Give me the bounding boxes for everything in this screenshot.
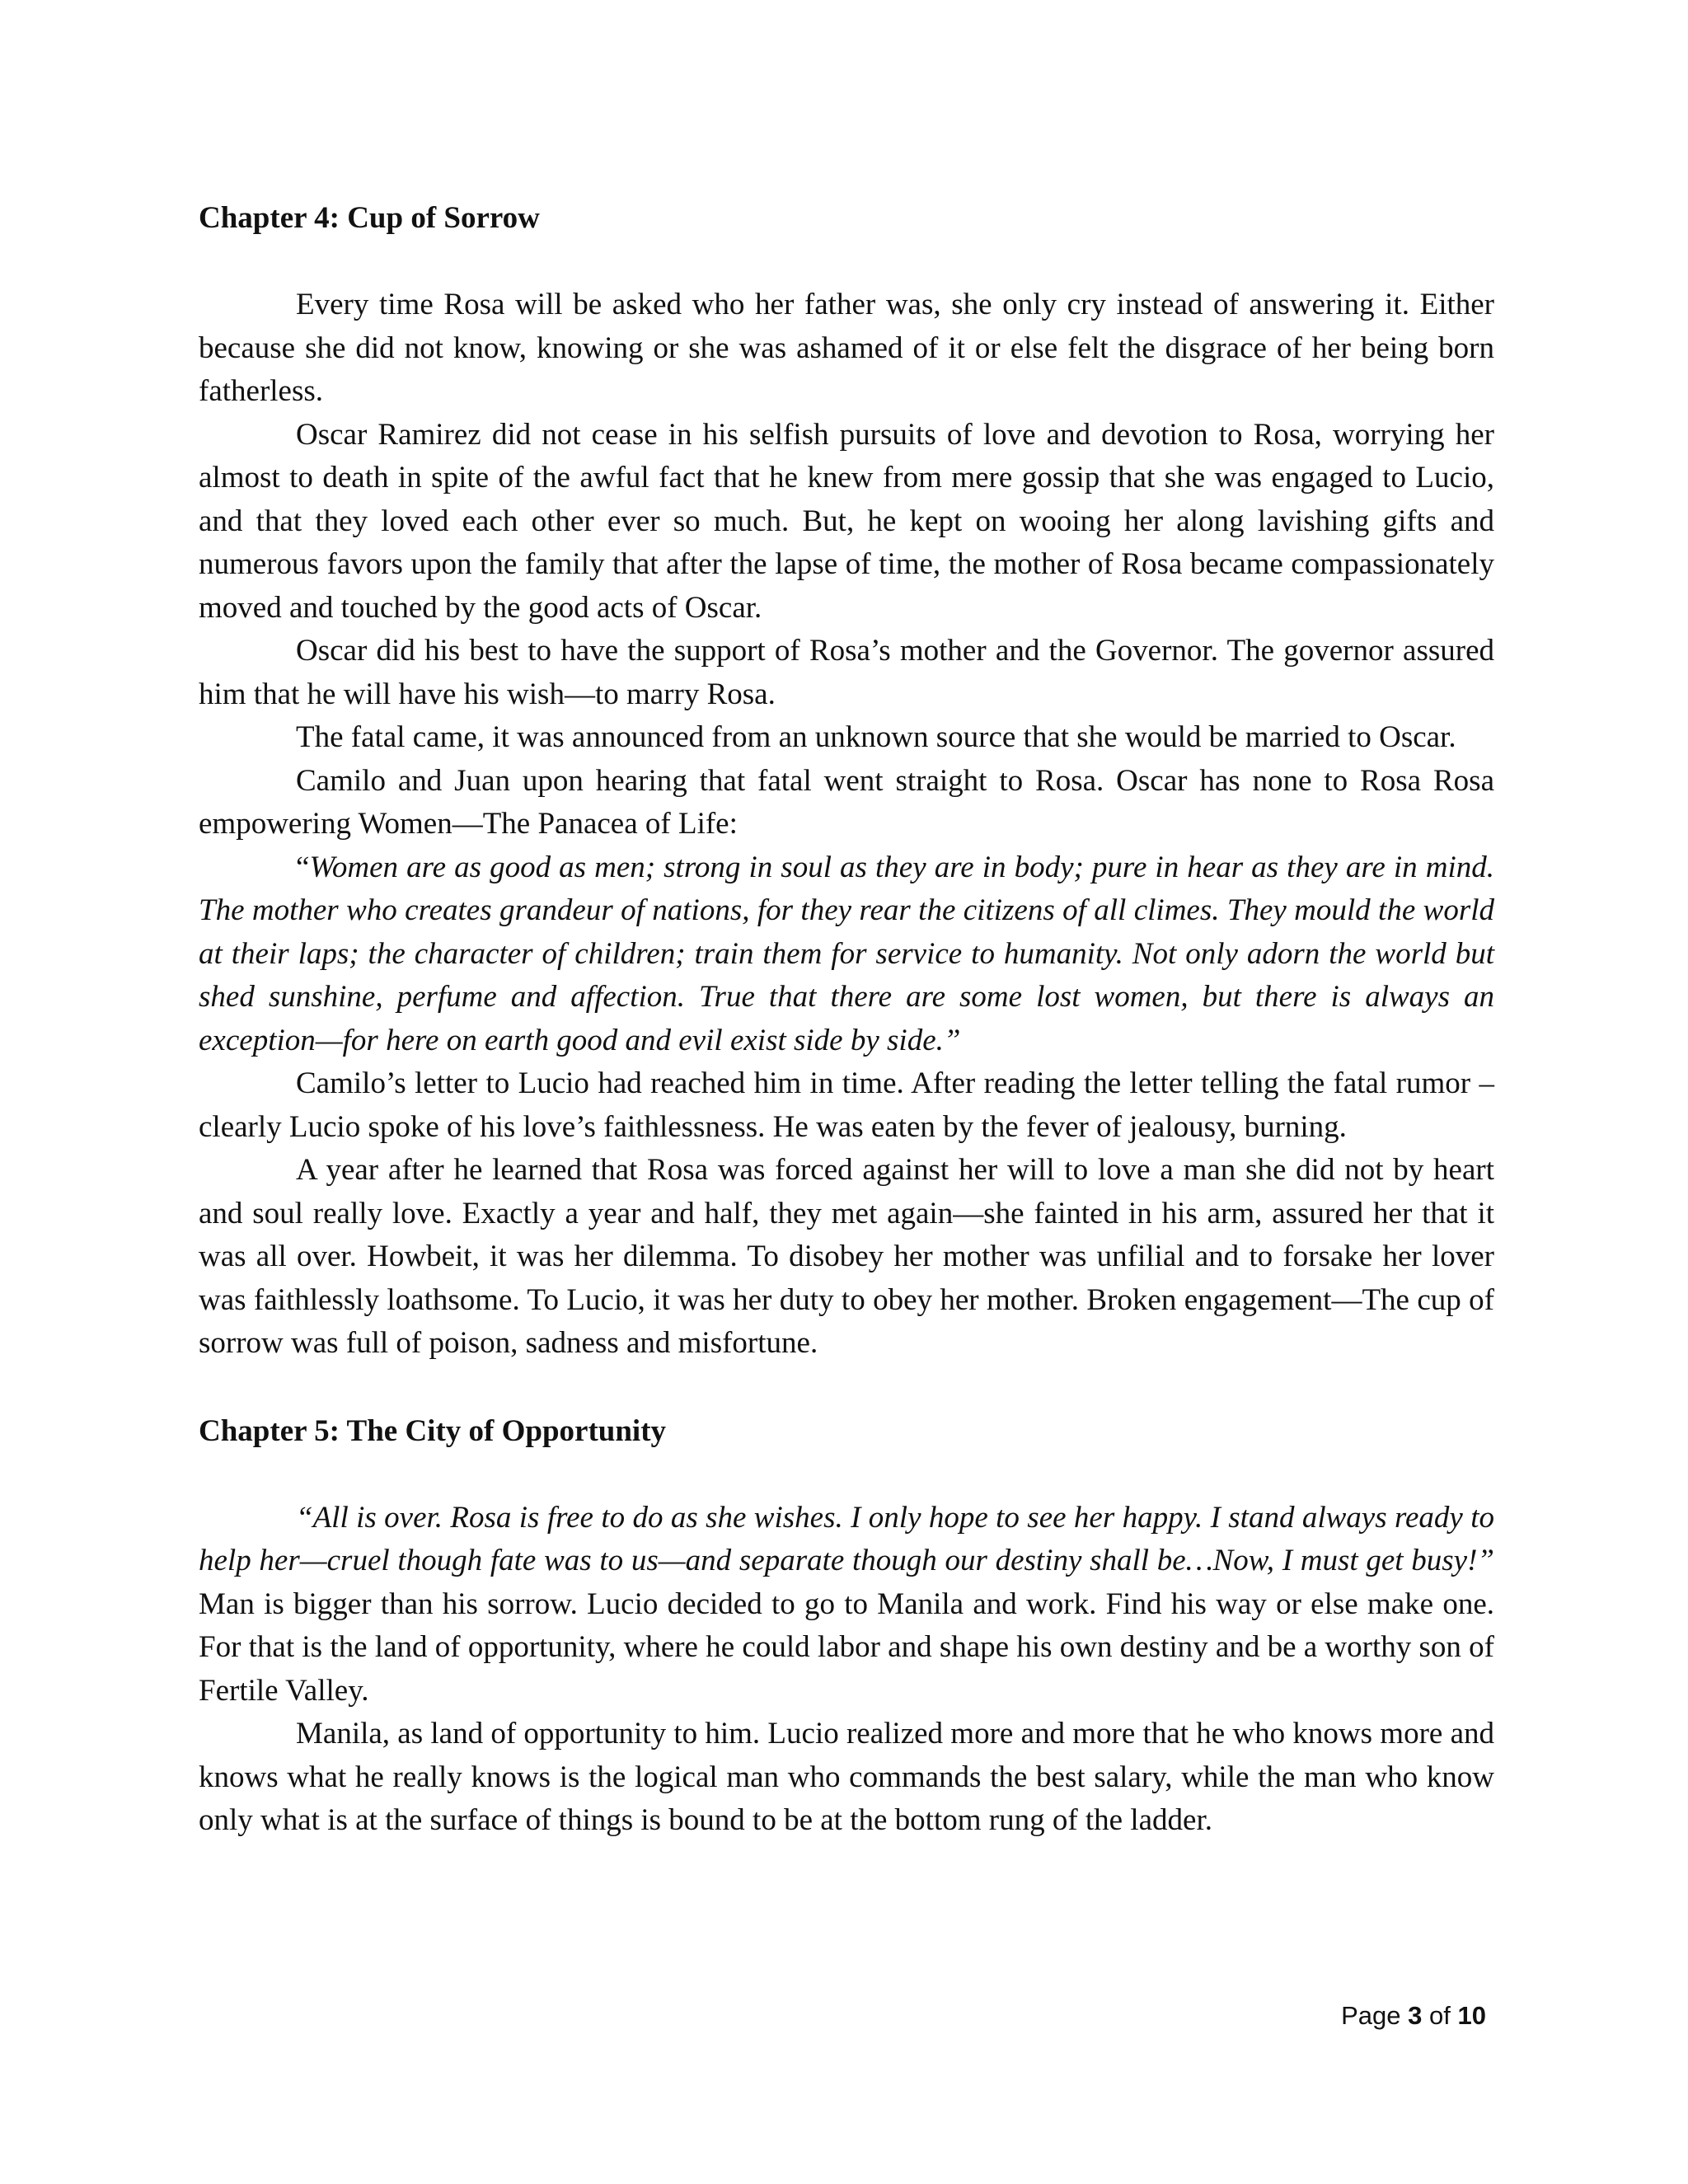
chapter-4-paragraph-5: Camilo and Juan upon hearing that fatal went straight to Rosa. Oscar has none to Rosa Rosa empowering Women—The Panacea of Life: — [199, 763, 1494, 841]
spacer — [199, 1366, 1494, 1409]
footer-of-word: of — [1429, 2001, 1451, 2030]
chapter-4-paragraph-2: Oscar Ramirez did not cease in his selfish pursuits of love and devotion to Rosa, worrying her almost to death in spite of the awful fact that he knew from mere gossip that she was engaged to Lucio, and that they loved each other ever so much. But, he kept on wooing her along lavishing gifts and numerous favors upon the family that after the lapse of time, the mother of Rosa became compassionately moved and touched by the good acts of Oscar. — [199, 417, 1494, 625]
footer-total-pages: 10 — [1457, 2001, 1486, 2030]
footer-current-page: 3 — [1408, 2001, 1423, 2030]
chapter-5-paragraph-2: Manila, as land of opportunity to him. Lucio realized more and more that he who knows more and knows what he really knows is the logical man who commands the best salary, while the man who know only what is at the surface of things is bound to be at the bottom rung of the ladder. — [199, 1717, 1494, 1837]
chapter-4-quote-paragraph — [199, 846, 1494, 1063]
quote-open-mark: “ — [296, 850, 310, 884]
chapter-4-paragraph-6: Camilo’s letter to Lucio had reached him in time. After reading the letter telling the fatal rumor –clearly Lucio spoke of his love’s faithlessness. He was eaten by the fever of jealousy, burning. — [199, 1066, 1494, 1144]
footer-page-word: Page — [1341, 2001, 1401, 2030]
chapter-5-paragraph-1 — [199, 1497, 1494, 1713]
page-number-footer — [1341, 2001, 1486, 2031]
chapter-4-heading: Chapter 4: Cup of Sorrow — [199, 201, 540, 235]
chapter-5-quote-tail: Man is bigger than his sorrow. Lucio decided to go to Manila and work. Find his way or else make one. For that is the land of opportunity, where he could labor and shape his own destiny and be a worthy son of Fertile Valley. — [199, 1586, 1494, 1708]
chapter-5-section — [199, 1409, 1494, 1843]
chapter-4-paragraph-7: A year after he learned that Rosa was forced against her will to love a man she did not by heart and soul really love. Exactly a year and half, they met again—she fainted in his arm, assured her that it was all over. Howbeit, it was her dilemma. To disobey her mother was unfilial and to forsake her lover was faithlessly loathsome. To Lucio, it was her duty to obey her mother. Broken engagement—The cup of sorrow was full of poison, sadness and misfortune. — [199, 1153, 1494, 1360]
chapter-4-paragraph-3: Oscar did his best to have the support of Rosa’s mother and the Governor. The governor assured him that he will have his wish—to marry Rosa. — [199, 634, 1494, 711]
chapter-5-heading: Chapter 5: The City of Opportunity — [199, 1413, 667, 1448]
document-page — [199, 196, 1494, 1843]
spacer — [199, 1453, 1494, 1497]
spacer — [199, 240, 1494, 284]
chapter-4-paragraph-4: The fatal came, it was announced from an unknown source that she would be married to Oscar. — [296, 720, 1456, 754]
chapter-4-quote: Women are as good as men; strong in soul as they are in body; pure in hear as they are in mind. The mother who creates grandeur of nations, for they rear the citizens of all climes. They mould the world at their laps; the character of children; train them for service to humanity. Not only adorn the world but shed sunshine, perfume and affection. True that there are some lost women, but there is always an exception—for here on earth good and evil exist side by side.” — [199, 850, 1494, 1057]
chapter-4-section — [199, 196, 1494, 1366]
chapter-5-quote: “All is over. Rosa is free to do as she wishes. I only hope to see her happy. I stand always ready to help her—cruel though fate was to us—and separate though our destiny shall be…Now, I must get busy!” — [199, 1500, 1494, 1577]
chapter-4-paragraph-1: Every time Rosa will be asked who her father was, she only cry instead of answering it. Either because she did not know, knowing or she was ashamed of it or else felt the disgrace of her being born fatherless. — [199, 288, 1494, 408]
